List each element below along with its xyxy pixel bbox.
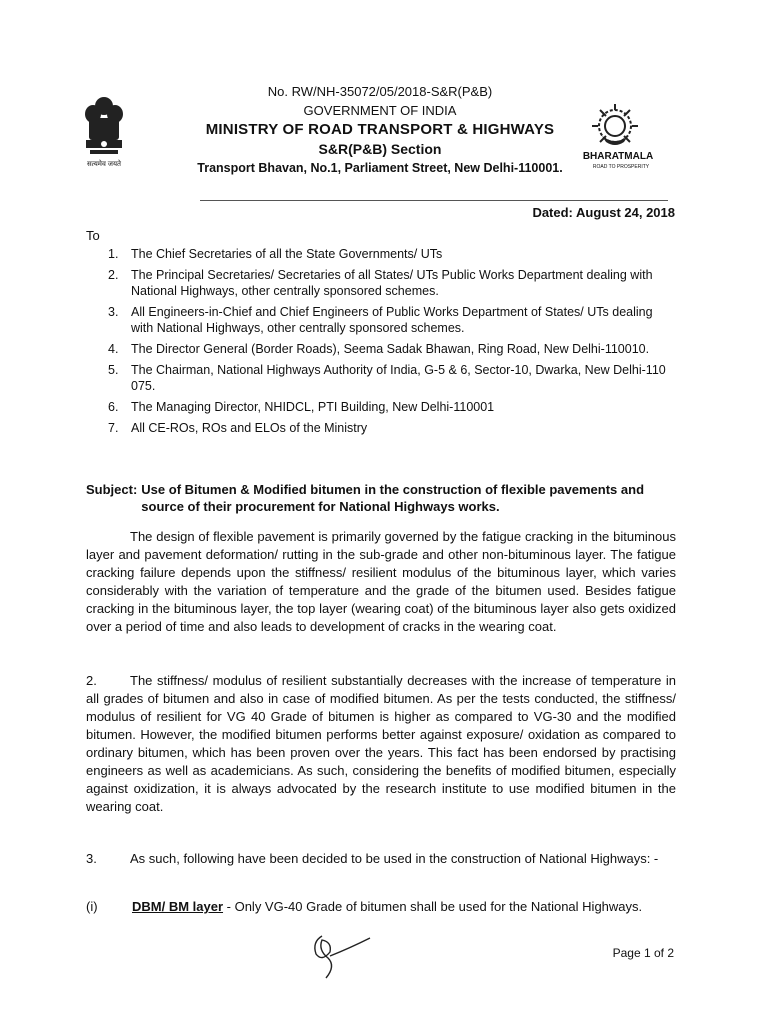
date-line: Dated: August 24, 2018 [532,205,675,220]
list-item [108,304,676,336]
list-item [108,341,676,357]
paragraph-text: As such, following have been decided to be used in the construction of National Highways: - [130,851,659,866]
emblem-caption: सत्यमेव जयते [86,161,122,168]
paragraph-3 [86,850,676,868]
item-heading: DBM/ BM layer [132,899,224,914]
item-number: 2. [108,268,119,282]
list-item [108,399,676,415]
paragraph-text: The stiffness/ modulus of resilient substantially decreases with the increase of temperature in all grades of bitumen and also in case of modified bitumen. As per the tests conducted, the stiffness/ modulus of resilient for VG 40 Grade of bitumen is higher as compared to VG-30 and the modified bitumen. However, the modified bitumen performs better against exposure/ oxidation as compared to ordinary bitumen, which has been proven over the years. This fact has been endorsed by practising engineers as well as academicians. As such, considering the benefits of modified bitumen, especially against oxidization, it is always advocated by the research institute to use modified bitumen in the wearing coat. [86,673,676,814]
item-number: 6. [108,400,119,414]
to-label: To [86,228,100,243]
item-number: 1. [108,247,119,261]
item-text: The Chief Secretaries of all the State Governments/ UTs [131,247,443,261]
item-body: - Only VG-40 Grade of bitumen shall be used for the National Highways. [223,899,643,914]
paragraph-number: 2. [86,673,97,688]
list-item [108,420,676,436]
item-text: The Chairman, National Highways Authority of India, G-5 & 6, Sector-10, Dwarka, New Delhi-110 075. [131,363,666,393]
subject-label: Subject: [86,482,138,497]
item-number: 4. [108,342,119,356]
government-title: GOVERNMENT OF INDIA [303,103,457,118]
list-item [108,246,676,262]
decision-item-i [86,898,676,916]
bharatmala-tagline: ROAD TO PROSPERITY [592,164,650,170]
section-title: S&R(P&B) Section [318,141,442,157]
item-text: The Director General (Border Roads), Seema Sadak Bhawan, Ring Road, New Delhi-110010. [131,342,650,356]
reference-number: No. RW/NH-35072/05/2018-S&R(P&B) [267,84,493,99]
item-text: The Principal Secretaries/ Secretaries of all States/ UTs Public Works Department dealing with National Highways, other centrally sponsored schemes. [131,268,653,298]
bharatmala-name: BHARATMALA [582,151,654,162]
item-number: 5. [108,363,119,377]
subject-line [86,481,676,515]
paragraph-2 [86,672,676,816]
addressee-list [108,246,676,441]
signature-initials [300,928,380,988]
paragraph-number: 3. [86,851,97,866]
item-number: (i) [86,899,98,914]
paragraph-1: The design of flexible pavement is primarily governed by the fatigue cracking in the bituminous layer and pavement deformation/ rutting in the sub-grade and other non-bituminous layer. The fatigue cracking failure depends upon the stiffness/ resilient modulus of the bituminous layer, which varies considerably with the variation of temperature and the grade of the bitumen used. Besides fatigue cracking in the bituminous layer, the top layer (wearing coat) of the bituminous layer also gets oxidized over a period of time and also leads to development of cracks in the wearing coat. [86,529,676,634]
item-text: The Managing Director, NHIDCL, PTI Building, New Delhi-110001 [131,400,495,414]
header-divider [200,200,668,201]
item-number: 3. [108,305,119,319]
item-text: All Engineers-in-Chief and Chief Engineers of Public Works Department of States/ UTs dealing with National Highways, other centrally sponsored schemes. [131,305,653,335]
item-text: All CE-ROs, ROs and ELOs of the Ministry [131,421,368,435]
list-item [108,362,676,394]
ministry-title: MINISTRY OF ROAD TRANSPORT & HIGHWAYS [205,121,555,138]
office-address: Transport Bhavan, No.1, Parliament Street, New Delhi-110001. [197,161,563,175]
list-item [108,267,676,299]
subject-text: Use of Bitumen & Modified bitumen in the construction of flexible pavements and source of their procurement for National Highways works. [141,482,645,514]
item-text [132,898,676,916]
page-number: Page 1 of 2 [612,946,674,960]
item-number: 7. [108,421,119,435]
